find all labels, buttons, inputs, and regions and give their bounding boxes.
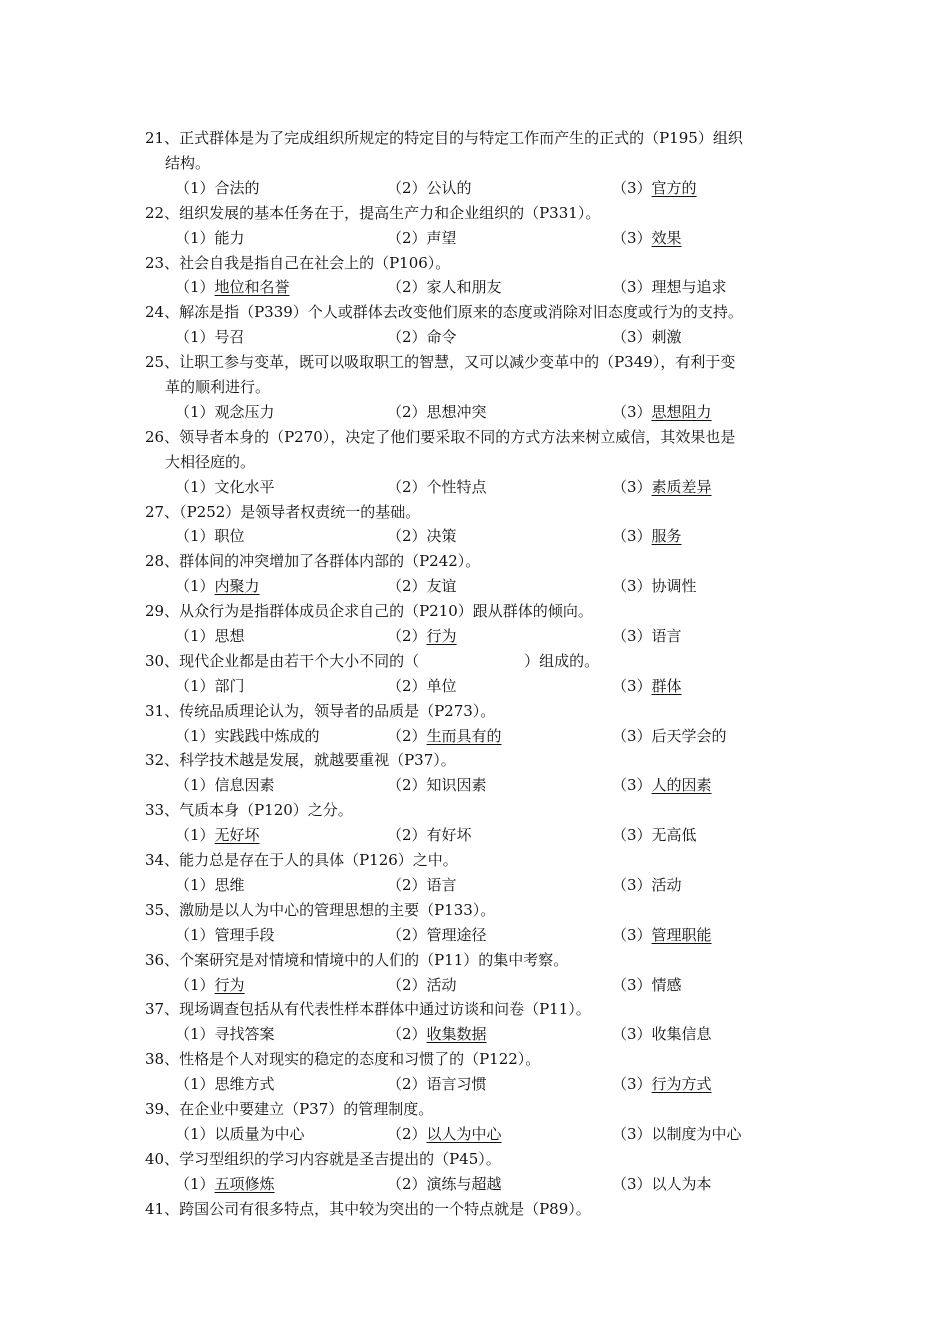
question-stem: 36、个案研究是对情境和情境中的人们的（P11）的集中考察。 xyxy=(145,950,569,969)
options-row xyxy=(0,873,950,898)
option-text: 活动 xyxy=(426,975,457,994)
option-label: （1） xyxy=(175,826,215,845)
question-stem: 28、群体间的冲突增加了各群体内部的（P242）。 xyxy=(145,552,481,571)
question-item xyxy=(0,126,950,201)
option-1 xyxy=(175,400,275,425)
option-label: （1） xyxy=(175,1075,215,1094)
option-1 xyxy=(175,1022,275,1047)
option-label: （2） xyxy=(387,527,427,546)
question-stem: 41、跨国公司有很多特点，其中较为突出的一个特点就是（P89）。 xyxy=(145,1199,591,1218)
option-2 xyxy=(387,275,502,300)
option-label: （2） xyxy=(387,627,427,645)
option-answer-text: 以人为中心 xyxy=(426,1124,502,1143)
option-text: 以质量为中心 xyxy=(214,1124,305,1143)
option-answer-text: 行为 xyxy=(426,627,457,645)
option-2 xyxy=(387,226,457,251)
option-label: （2） xyxy=(387,676,427,695)
option-text: 知识因素 xyxy=(426,776,487,795)
option-3 xyxy=(612,923,712,948)
option-3 xyxy=(612,176,697,201)
option-text: 公认的 xyxy=(426,178,472,197)
option-answer-text: 收集数据 xyxy=(426,1025,487,1044)
option-text: 寻找答案 xyxy=(214,1025,275,1044)
option-1 xyxy=(175,524,245,549)
question-item xyxy=(0,798,950,848)
option-answer-text: 官方的 xyxy=(651,178,697,197)
option-2 xyxy=(387,325,457,350)
option-text: 观念压力 xyxy=(214,402,275,421)
option-label: （3） xyxy=(612,1025,652,1044)
option-2 xyxy=(387,1172,502,1197)
option-label: （3） xyxy=(612,726,652,745)
options-row xyxy=(0,624,950,649)
question-stem: 40、学习型组织的学习内容就是圣吉提出的（P45）。 xyxy=(145,1149,501,1168)
question-item xyxy=(0,1047,950,1097)
option-label: （1） xyxy=(175,1025,215,1044)
question-item xyxy=(0,898,950,948)
question-stem: 23、社会自我是指自己在社会上的（P106）。 xyxy=(145,253,451,272)
options-row xyxy=(0,773,950,798)
option-text: 号召 xyxy=(214,328,245,347)
option-2 xyxy=(387,1072,487,1097)
question-item xyxy=(0,948,950,998)
options-row xyxy=(0,1172,950,1197)
question-stem: 24、解冻是指（P339）个人或群体去改变他们原来的态度或消除对旧态度或行为的支持。 xyxy=(145,303,743,322)
options-row xyxy=(0,823,950,848)
option-1 xyxy=(175,1172,275,1197)
question-stem: 34、能力总是存在于人的具体（P126）之中。 xyxy=(145,851,458,870)
option-2 xyxy=(387,1022,487,1047)
option-text: 语言 xyxy=(651,627,682,645)
question-stem: 39、在企业中要建立（P37）的管理制度。 xyxy=(145,1100,434,1119)
option-label: （1） xyxy=(175,577,215,596)
option-label: （1） xyxy=(175,676,215,695)
option-answer-text: 素质差异 xyxy=(651,477,712,496)
option-text: 语言习惯 xyxy=(426,1075,487,1094)
option-1 xyxy=(175,773,275,798)
option-1 xyxy=(175,973,245,998)
option-text: 合法的 xyxy=(214,178,260,197)
option-3 xyxy=(612,400,712,425)
option-text: 以制度为中心 xyxy=(651,1124,742,1143)
option-label: （3） xyxy=(612,527,652,546)
option-text: 决策 xyxy=(426,527,457,546)
option-text: 声望 xyxy=(426,228,457,247)
option-label: （2） xyxy=(387,776,427,795)
option-text: 理想与追求 xyxy=(651,278,727,297)
question-item xyxy=(0,350,950,425)
option-label: （1） xyxy=(175,328,215,347)
option-3 xyxy=(612,325,682,350)
option-text: 实践践中炼成的 xyxy=(214,726,320,745)
option-1 xyxy=(175,325,245,350)
option-label: （1） xyxy=(175,627,215,645)
option-answer-text: 管理职能 xyxy=(651,925,712,944)
question-stem: 31、传统品质理论认为，领导者的品质是（P273）。 xyxy=(145,701,496,720)
option-1 xyxy=(175,674,245,699)
option-3 xyxy=(612,524,682,549)
options-row xyxy=(0,1122,950,1147)
options-row xyxy=(0,1022,950,1047)
question-stem-continuation: 大相径庭的。 xyxy=(165,452,256,471)
option-label: （2） xyxy=(387,875,427,894)
option-label: （3） xyxy=(612,875,652,894)
option-label: （2） xyxy=(387,726,427,745)
option-answer-text: 群体 xyxy=(651,676,682,695)
question-item xyxy=(0,500,950,550)
option-label: （3） xyxy=(612,925,652,944)
option-label: （1） xyxy=(175,402,215,421)
option-text: 管理途径 xyxy=(426,925,487,944)
options-row xyxy=(0,400,950,425)
option-3 xyxy=(612,1022,712,1047)
question-stem: 38、性格是个人对现实的稳定的态度和习惯了的（P122）。 xyxy=(145,1050,541,1069)
option-1 xyxy=(175,226,245,251)
question-item xyxy=(0,425,950,500)
option-1 xyxy=(175,823,260,848)
option-1 xyxy=(175,475,275,500)
option-3 xyxy=(612,973,682,998)
option-label: （2） xyxy=(387,278,427,297)
option-2 xyxy=(387,1122,502,1147)
option-label: （2） xyxy=(387,1075,427,1094)
option-1 xyxy=(175,923,275,948)
option-text: 协调性 xyxy=(651,577,697,596)
option-3 xyxy=(612,773,712,798)
option-label: （3） xyxy=(612,676,652,695)
option-label: （2） xyxy=(387,178,427,197)
options-row xyxy=(0,226,950,251)
option-answer-text: 内聚力 xyxy=(214,577,260,596)
option-2 xyxy=(387,475,487,500)
question-item xyxy=(0,1097,950,1147)
option-label: （2） xyxy=(387,577,427,596)
option-text: 命令 xyxy=(426,328,457,347)
option-label: （3） xyxy=(612,477,652,496)
option-3 xyxy=(612,624,682,649)
option-text: 刺激 xyxy=(651,328,682,347)
option-1 xyxy=(175,624,245,649)
option-1 xyxy=(175,574,260,599)
option-label: （2） xyxy=(387,1124,427,1143)
option-3 xyxy=(612,873,682,898)
option-label: （2） xyxy=(387,1174,427,1193)
option-text: 语言 xyxy=(426,875,457,894)
option-answer-text: 人的因素 xyxy=(651,776,712,795)
options-row xyxy=(0,724,950,749)
option-1 xyxy=(175,275,290,300)
question-stem: 35、激励是以人为中心的管理思想的主要（P133）。 xyxy=(145,900,496,919)
option-label: （2） xyxy=(387,477,427,496)
option-answer-text: 生而具有的 xyxy=(426,726,502,745)
option-2 xyxy=(387,574,457,599)
option-label: （3） xyxy=(612,278,652,297)
option-label: （1） xyxy=(175,527,215,546)
option-2 xyxy=(387,773,487,798)
options-row xyxy=(0,1072,950,1097)
option-3 xyxy=(612,275,727,300)
option-3 xyxy=(612,574,697,599)
option-answer-text: 思想阻力 xyxy=(651,402,712,421)
option-text: 能力 xyxy=(214,228,245,247)
option-label: （2） xyxy=(387,975,427,994)
option-text: 职位 xyxy=(214,527,245,546)
question-item xyxy=(0,699,950,749)
question-stem: 33、气质本身（P120）之分。 xyxy=(145,801,353,820)
option-text: 思维方式 xyxy=(214,1075,275,1094)
option-label: （1） xyxy=(175,278,215,297)
question-item xyxy=(0,1197,950,1222)
option-text: 思维 xyxy=(214,875,245,894)
option-label: （1） xyxy=(175,875,215,894)
option-1 xyxy=(175,176,260,201)
option-label: （2） xyxy=(387,228,427,247)
option-2 xyxy=(387,524,457,549)
options-row xyxy=(0,275,950,300)
option-text: 活动 xyxy=(651,875,682,894)
options-row xyxy=(0,574,950,599)
question-stem: 26、领导者本身的（P270），决定了他们要采取不同的方式方法来树立威信，其效果也是 xyxy=(145,427,736,446)
option-text: 有好坏 xyxy=(426,826,472,845)
option-text: 信息因素 xyxy=(214,776,275,795)
document-page xyxy=(0,126,950,1222)
question-stem: 30、现代企业都是由若干个大小不同的（ ）组成的。 xyxy=(145,651,600,670)
option-text: 个性特点 xyxy=(426,477,487,496)
option-label: （2） xyxy=(387,1025,427,1044)
option-label: （1） xyxy=(175,477,215,496)
options-row xyxy=(0,674,950,699)
option-answer-text: 地位和名誉 xyxy=(214,278,290,297)
option-1 xyxy=(175,1122,305,1147)
option-label: （3） xyxy=(612,228,652,247)
option-text: 思想 xyxy=(214,627,245,645)
option-2 xyxy=(387,823,472,848)
question-stem: 32、科学技术越是发展，就越要重视（P37）。 xyxy=(145,751,456,770)
option-3 xyxy=(612,1172,712,1197)
option-label: （2） xyxy=(387,328,427,347)
question-stem: 29、从众行为是指群体成员企求自己的（P210）跟从群体的倾向。 xyxy=(145,602,593,621)
question-item xyxy=(0,201,950,251)
option-3 xyxy=(612,674,682,699)
option-label: （1） xyxy=(175,1124,215,1143)
option-label: （3） xyxy=(612,1124,652,1143)
option-text: 后天学会的 xyxy=(651,726,727,745)
option-label: （1） xyxy=(175,1174,215,1193)
option-text: 情感 xyxy=(651,975,682,994)
option-1 xyxy=(175,1072,275,1097)
option-text: 思想冲突 xyxy=(426,402,487,421)
option-2 xyxy=(387,873,457,898)
question-item xyxy=(0,997,950,1047)
question-item xyxy=(0,599,950,649)
options-row xyxy=(0,524,950,549)
options-row xyxy=(0,973,950,998)
option-label: （3） xyxy=(612,826,652,845)
option-label: （3） xyxy=(612,402,652,421)
option-3 xyxy=(612,226,682,251)
option-label: （3） xyxy=(612,328,652,347)
option-label: （3） xyxy=(612,178,652,197)
option-2 xyxy=(387,973,457,998)
option-3 xyxy=(612,1122,742,1147)
options-row xyxy=(0,176,950,201)
option-text: 演练与超越 xyxy=(426,1174,502,1193)
option-label: （3） xyxy=(612,1174,652,1193)
option-label: （1） xyxy=(175,726,215,745)
question-item xyxy=(0,300,950,350)
option-label: （3） xyxy=(612,627,652,645)
option-label: （2） xyxy=(387,925,427,944)
question-stem: 37、现场调查包括从有代表性样本群体中通过访谈和问卷（P11）。 xyxy=(145,1000,591,1019)
option-text: 以人为本 xyxy=(651,1174,712,1193)
option-2 xyxy=(387,176,472,201)
option-1 xyxy=(175,873,245,898)
option-text: 友谊 xyxy=(426,577,457,596)
option-label: （2） xyxy=(387,402,427,421)
option-label: （1） xyxy=(175,178,215,197)
option-label: （1） xyxy=(175,925,215,944)
question-stem: 22、组织发展的基本任务在于，提高生产力和企业组织的（P331）。 xyxy=(145,203,601,222)
option-text: 部门 xyxy=(214,676,245,695)
option-text: 单位 xyxy=(426,676,457,695)
option-answer-text: 服务 xyxy=(651,527,682,546)
options-row xyxy=(0,325,950,350)
option-label: （3） xyxy=(612,577,652,596)
option-label: （1） xyxy=(175,776,215,795)
option-text: 文化水平 xyxy=(214,477,275,496)
option-2 xyxy=(387,674,457,699)
option-text: 管理手段 xyxy=(214,925,275,944)
option-2 xyxy=(387,624,457,649)
question-item xyxy=(0,649,950,699)
question-item xyxy=(0,549,950,599)
option-1 xyxy=(175,724,320,749)
option-3 xyxy=(612,823,697,848)
option-3 xyxy=(612,724,727,749)
option-answer-text: 行为方式 xyxy=(651,1075,712,1094)
question-stem: 21、正式群体是为了完成组织所规定的特定目的与特定工作而产生的正式的（P195）组织 xyxy=(145,129,743,147)
question-item xyxy=(0,748,950,798)
option-answer-text: 无好坏 xyxy=(214,826,260,845)
option-answer-text: 行为 xyxy=(214,975,245,994)
question-stem: 27、（P252）是领导者权责统一的基础。 xyxy=(145,502,421,521)
option-answer-text: 五项修炼 xyxy=(214,1174,275,1193)
question-item xyxy=(0,251,950,301)
options-row xyxy=(0,923,950,948)
option-label: （3） xyxy=(612,1075,652,1094)
option-label: （2） xyxy=(387,826,427,845)
question-stem-continuation: 革的顺利进行。 xyxy=(165,378,271,396)
option-2 xyxy=(387,400,487,425)
question-stem-continuation: 结构。 xyxy=(165,153,211,172)
option-label: （1） xyxy=(175,228,215,247)
question-item xyxy=(0,848,950,898)
option-label: （3） xyxy=(612,776,652,795)
option-3 xyxy=(612,475,712,500)
option-text: 收集信息 xyxy=(651,1025,712,1044)
options-row xyxy=(0,475,950,500)
question-stem: 25、让职工参与变革，既可以吸取职工的智慧，又可以减少变革中的（P349），有利于变 xyxy=(145,353,736,372)
option-label: （3） xyxy=(612,975,652,994)
option-3 xyxy=(612,1072,712,1097)
option-text: 无高低 xyxy=(651,826,697,845)
question-item xyxy=(0,1147,950,1197)
option-answer-text: 效果 xyxy=(651,228,682,247)
option-2 xyxy=(387,724,502,749)
option-2 xyxy=(387,923,487,948)
option-label: （1） xyxy=(175,975,215,994)
option-text: 家人和朋友 xyxy=(426,278,502,297)
